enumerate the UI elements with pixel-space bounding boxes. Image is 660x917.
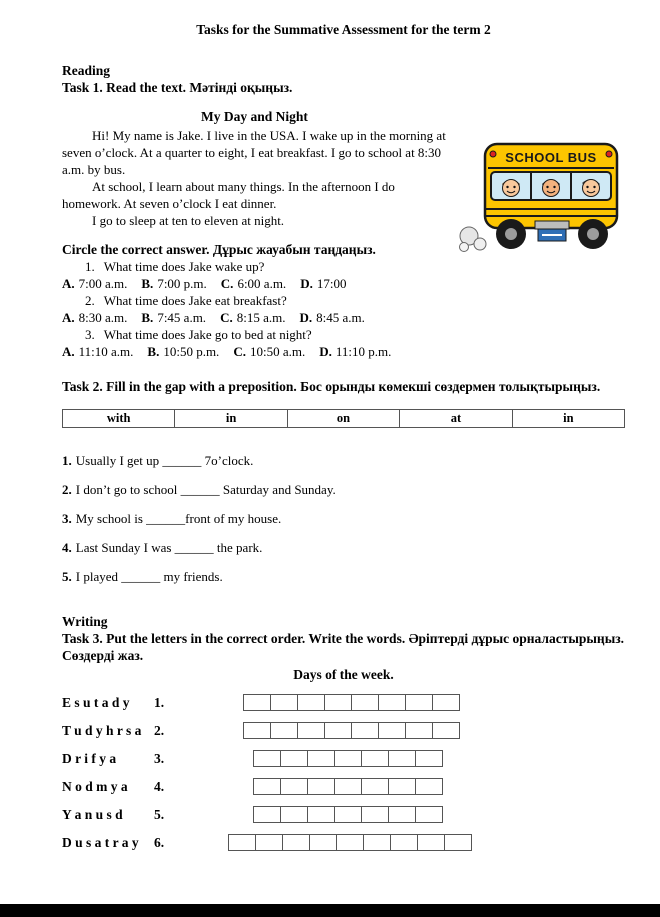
option-letter: B. (141, 310, 154, 325)
unscramble-row-2 (62, 722, 625, 739)
letter-box (270, 722, 298, 739)
option-letter: D. (299, 310, 313, 325)
bus-light (490, 151, 496, 157)
letter-box (297, 722, 325, 739)
sentence-text: I don’t go to school ______ Saturday and Sunday. (75, 482, 336, 497)
letter-box (363, 834, 391, 851)
answer-option (221, 275, 286, 292)
letter-box (336, 834, 364, 851)
option-text: 10:50 p.m. (163, 344, 220, 359)
exhaust-puff (474, 238, 486, 250)
sentence-text: I played ______ my friends. (75, 569, 223, 584)
story-paragraph: I go to sleep at ten to eleven at night. (92, 213, 285, 228)
answer-boxes (253, 806, 443, 823)
bus-light (606, 151, 612, 157)
letter-box (388, 806, 416, 823)
answer-option (299, 309, 364, 326)
letter-box (334, 750, 362, 767)
answer-boxes (243, 694, 460, 711)
letter-box (334, 806, 362, 823)
option-text: 7:45 a.m. (157, 310, 207, 325)
answer-option (233, 343, 305, 360)
option-text: 8:15 a.m. (236, 310, 286, 325)
letter-box (307, 750, 335, 767)
scrambled-word: D u s a t r a y (62, 834, 139, 850)
option-text: 11:10 a.m. (78, 344, 134, 359)
unscramble-row-4 (62, 778, 625, 795)
bus-bumper (535, 221, 569, 229)
driver-face (583, 180, 600, 197)
question-2 (62, 292, 625, 309)
option-letter: A. (62, 344, 75, 359)
scrambled-word: N o d m y a (62, 778, 128, 794)
preposition-cell: in (512, 410, 624, 427)
reading-section-label: Reading (62, 63, 111, 78)
task3-heading: Task 3. Put the letters in the correct order. Write the words. Әріптерді дұрыс орналастырыңыз. Сөздерді жаз. (62, 631, 625, 663)
letter-box (280, 778, 308, 795)
driver-eye (586, 186, 588, 188)
bus-wheel-hub (505, 228, 517, 240)
option-text: 8:30 a.m. (78, 310, 128, 325)
option-text: 10:50 a.m. (249, 344, 306, 359)
days-of-week-subtitle: Days of the week. (293, 667, 394, 682)
answer-boxes (253, 750, 443, 767)
writing-section-label: Writing (62, 614, 108, 629)
option-text: 17:00 (316, 276, 347, 291)
bottom-black-bar (0, 904, 660, 917)
letter-box (253, 778, 281, 795)
scrambled-word: D r i f y a (62, 750, 117, 766)
unscramble-row-6 (62, 834, 625, 851)
question-text: What time does Jake eat breakfast? (103, 293, 287, 308)
letter-box (307, 806, 335, 823)
kid-face (543, 180, 560, 197)
letter-box (405, 694, 433, 711)
option-text: 11:10 p.m. (335, 344, 392, 359)
option-text: 6:00 a.m. (237, 276, 287, 291)
fill-gap-sentences (62, 452, 625, 585)
question-number: 2. (85, 293, 95, 308)
school-bus-illustration (455, 110, 625, 262)
kid-eye (546, 186, 548, 188)
preposition-cell: on (287, 410, 399, 427)
letter-box (253, 750, 281, 767)
letter-box (417, 834, 445, 851)
option-letter: A. (62, 276, 75, 291)
preposition-cell: in (174, 410, 286, 427)
letter-box (270, 694, 298, 711)
letter-box (378, 694, 406, 711)
letter-box (378, 722, 406, 739)
question-text: What time does Jake wake up? (103, 259, 265, 274)
question-3 (62, 326, 625, 343)
letter-box (324, 694, 352, 711)
sentence-text: Usually I get up ______ 7o’clock. (75, 453, 254, 468)
answer-boxes (253, 778, 443, 795)
sentence-number: 4. (62, 540, 72, 555)
scrambled-word: E s u t a d y (62, 694, 130, 710)
sentence-number: 1. (62, 453, 72, 468)
options-row-2 (62, 309, 625, 326)
reading-passage (62, 108, 625, 229)
answer-boxes (243, 722, 460, 739)
scrambled-word: Y a n u s d (62, 806, 123, 822)
letter-box (405, 722, 433, 739)
letter-box (415, 806, 443, 823)
option-letter: A. (62, 310, 75, 325)
option-text: 8:45 a.m. (316, 310, 365, 325)
letter-box (361, 778, 389, 795)
preposition-cell: with (106, 411, 131, 425)
option-text: 7:00 p.m. (157, 276, 207, 291)
letter-box (388, 778, 416, 795)
sentence-number: 3. (62, 511, 72, 526)
option-text: 7:00 a.m. (78, 276, 128, 291)
letter-box (415, 750, 443, 767)
unscramble-rows (62, 694, 625, 851)
row-number: 6. (154, 834, 165, 850)
task1-heading: Task 1. Read the text. Мәтінді оқыңыз. (62, 80, 293, 95)
row-number: 4. (154, 778, 165, 794)
school-bus-sign-text: SCHOOL BUS (505, 150, 597, 165)
letter-box (444, 834, 472, 851)
option-letter: C. (220, 276, 234, 291)
letter-box (253, 806, 281, 823)
sentence-3 (62, 510, 625, 527)
sentence-text: My school is ______front of my house. (75, 511, 282, 526)
letter-box (361, 750, 389, 767)
letter-box (282, 834, 310, 851)
unscramble-row-3 (62, 750, 625, 767)
sentence-number: 2. (62, 482, 72, 497)
sentence-5 (62, 568, 625, 585)
row-number: 2. (154, 722, 165, 738)
circle-instruction: Circle the correct answer. Дұрыс жауабын таңдаңыз. (62, 242, 376, 257)
story-paragraph: Hi! My name is Jake. I live in the USA. I wake up in the morning at seven o’clock. At a quarter to eight, I eat breakfast. I go to school at 8:30 a.m. by bus. (62, 128, 446, 177)
story-paragraph: At school, I learn about many things. In the afternoon I do homework. At seven o’clock I eat dinner. (62, 179, 395, 211)
answer-option (300, 275, 346, 292)
kid-eye (553, 186, 555, 188)
preposition-cell: at (399, 410, 511, 427)
answer-option (62, 275, 127, 292)
letter-box (307, 778, 335, 795)
answer-option (62, 343, 133, 360)
letter-box (324, 722, 352, 739)
question-number: 1. (85, 259, 95, 274)
preposition-table (62, 409, 625, 428)
sentence-1 (62, 452, 625, 469)
bus-wheel-hub (587, 228, 599, 240)
letter-box (243, 722, 271, 739)
story-title: My Day and Night (201, 109, 308, 124)
options-row-3 (62, 343, 625, 360)
row-number: 3. (154, 750, 165, 766)
row-number: 1. (154, 694, 165, 710)
row-number: 5. (154, 806, 165, 822)
answer-option (62, 309, 127, 326)
sentence-2 (62, 481, 625, 498)
question-text: What time does Jake go to bed at night? (103, 327, 312, 342)
option-letter: D. (300, 276, 313, 291)
letter-box (255, 834, 283, 851)
letter-box (309, 834, 337, 851)
option-letter: C. (233, 344, 246, 359)
letter-box (297, 694, 325, 711)
answer-boxes (228, 834, 472, 851)
answer-option (319, 343, 391, 360)
answer-option (141, 309, 206, 326)
option-letter: C. (220, 310, 233, 325)
letter-box (432, 694, 460, 711)
sentence-4 (62, 539, 625, 556)
option-letter: B. (147, 344, 160, 359)
sentence-number: 5. (62, 569, 72, 584)
answer-option (141, 275, 206, 292)
kid-face (503, 180, 520, 197)
letter-box (280, 806, 308, 823)
kid-eye (506, 186, 508, 188)
letter-box (361, 806, 389, 823)
writing-section (62, 613, 625, 851)
letter-box (280, 750, 308, 767)
letter-box (351, 694, 379, 711)
answer-option (147, 343, 219, 360)
letter-box (415, 778, 443, 795)
exhaust-puff (460, 243, 469, 252)
unscramble-row-5 (62, 806, 625, 823)
scrambled-word: T u d y h r s a (62, 722, 142, 738)
letter-box (390, 834, 418, 851)
letter-box (228, 834, 256, 851)
letter-box (351, 722, 379, 739)
unscramble-row-1 (62, 694, 625, 711)
letter-box (334, 778, 362, 795)
option-letter: D. (319, 344, 332, 359)
question-number: 3. (85, 327, 95, 342)
answer-option (220, 309, 285, 326)
option-letter: B. (141, 276, 154, 291)
driver-eye (593, 186, 595, 188)
options-row-1 (62, 275, 625, 292)
letter-box (432, 722, 460, 739)
sentence-text: Last Sunday I was ______ the park. (75, 540, 263, 555)
school-bus-graphic (455, 110, 625, 262)
kid-eye (513, 186, 515, 188)
letter-box (388, 750, 416, 767)
page-title: Tasks for the Summative Assessment for the term 2 (196, 22, 491, 37)
task2-heading: Task 2. Fill in the gap with a preposition. Бос орынды көмекші сөздермен толықтырыңыз. (62, 379, 601, 394)
letter-box (243, 694, 271, 711)
